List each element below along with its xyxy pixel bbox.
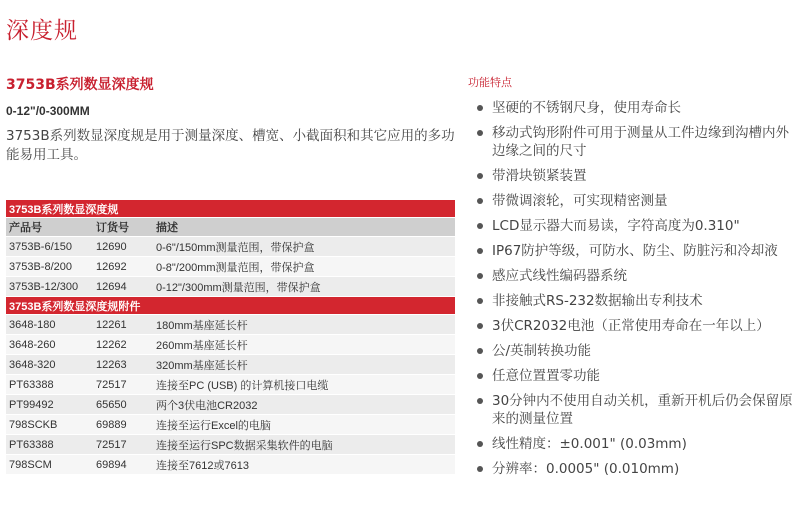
feature-text: 感应式线性编码器系统 <box>492 268 627 284</box>
feature-text: LCD显示器大而易读，字符高度为0.310" <box>492 218 740 234</box>
cell-product-no: 3753B-8/200 <box>6 257 93 277</box>
column-description: 描述 <box>153 218 455 237</box>
cell-product-no: 798SCKB <box>6 415 93 435</box>
column-product-no: 产品号 <box>6 218 93 237</box>
table-row <box>6 315 455 335</box>
feature-text: 线性精度：±0.001" (0.03mm) <box>492 436 687 452</box>
feature-item <box>468 192 794 210</box>
bullet-icon <box>477 298 483 304</box>
cell-order-no: 12692 <box>93 257 153 277</box>
feature-item <box>468 435 794 453</box>
cell-order-no: 12261 <box>93 315 153 335</box>
cell-order-no: 12262 <box>93 335 153 355</box>
bullet-icon <box>477 441 483 447</box>
feature-text: 分辨率：0.0005" (0.010mm) <box>492 461 680 477</box>
feature-item <box>468 99 794 117</box>
page-title: 深度规 <box>6 18 78 44</box>
cell-order-no: 12694 <box>93 277 153 297</box>
feature-text: IP67防护等级，可防水、防尘、防脏污和冷却液 <box>492 243 778 259</box>
cell-description: 180mm基座延长杆 <box>153 315 455 335</box>
feature-text: 带滑块锁紧装置 <box>492 168 587 184</box>
cell-product-no: 3753B-12/300 <box>6 277 93 297</box>
cell-description: 连接至运行SPC数据采集软件的电脑 <box>153 435 455 455</box>
cell-description: 两个3伏电池CR2032 <box>153 395 455 415</box>
feature-item <box>468 392 794 428</box>
cell-product-no: PT99492 <box>6 395 93 415</box>
table-section-header <box>6 297 455 315</box>
cell-product-no: 3648-260 <box>6 335 93 355</box>
feature-item <box>468 292 794 310</box>
feature-text: 非接触式RS-232数据输出专利技术 <box>492 293 703 309</box>
bullet-icon <box>477 130 483 136</box>
cell-description: 连接至PC (USB) 的计算机接口电缆 <box>153 375 455 395</box>
bullet-icon <box>477 348 483 354</box>
cell-product-no: 3648-180 <box>6 315 93 335</box>
table-column-header <box>6 218 455 237</box>
table-row <box>6 415 455 435</box>
table-row <box>6 335 455 355</box>
cell-description: 0-12"/300mm测量范围，带保护盒 <box>153 277 455 297</box>
cell-product-no: 3648-320 <box>6 355 93 375</box>
feature-text: 3伏CR2032电池（正常使用寿命在一年以上） <box>492 318 770 334</box>
cell-description: 连接至7612或7613 <box>153 455 455 475</box>
table-row <box>6 277 455 297</box>
cell-order-no: 72517 <box>93 435 153 455</box>
feature-item <box>468 317 794 335</box>
product-heading: 3753B系列数显深度规 <box>6 77 154 93</box>
features-title: 功能特点 <box>468 76 512 89</box>
cell-description: 0-6"/150mm测量范围，带保护盒 <box>153 237 455 257</box>
cell-description: 0-8"/200mm测量范围，带保护盒 <box>153 257 455 277</box>
feature-text: 坚硬的不锈钢尺身，使用寿命长 <box>492 100 681 116</box>
spec-table <box>6 200 455 475</box>
bullet-icon <box>477 248 483 254</box>
feature-item <box>468 242 794 260</box>
feature-text: 公/英制转换功能 <box>492 343 592 359</box>
features-list <box>468 99 794 478</box>
table-row <box>6 375 455 395</box>
measuring-range: 0-12"/0-300MM <box>6 104 90 118</box>
cell-description: 连接至运行Excel的电脑 <box>153 415 455 435</box>
table-row <box>6 395 455 415</box>
product-intro <box>6 74 458 165</box>
feature-text: 任意位置置零功能 <box>492 368 600 384</box>
bullet-icon <box>477 223 483 229</box>
cell-product-no: PT63388 <box>6 435 93 455</box>
cell-product-no: PT63388 <box>6 375 93 395</box>
feature-item <box>468 167 794 185</box>
feature-text: 带微调滚轮，可实现精密测量 <box>492 193 668 209</box>
table-row <box>6 435 455 455</box>
cell-order-no: 65650 <box>93 395 153 415</box>
bullet-icon <box>477 198 483 204</box>
bullet-icon <box>477 323 483 329</box>
feature-item <box>468 367 794 385</box>
table-row <box>6 355 455 375</box>
cell-order-no: 72517 <box>93 375 153 395</box>
feature-text: 30分钟内不使用自动关机，重新开机后仍会保留原来的测量位置 <box>492 393 793 427</box>
product-description: 3753B系列数显深度规是用于测量深度、槽宽、小截面积和其它应用的多功能易用工具。 <box>6 128 455 163</box>
bullet-icon <box>477 273 483 279</box>
feature-item <box>468 124 794 160</box>
features-panel <box>468 74 794 485</box>
cell-order-no: 69889 <box>93 415 153 435</box>
bullet-icon <box>477 373 483 379</box>
feature-item <box>468 267 794 285</box>
table-row <box>6 257 455 277</box>
cell-order-no: 12690 <box>93 237 153 257</box>
cell-product-no: 3753B-6/150 <box>6 237 93 257</box>
feature-item <box>468 460 794 478</box>
table-row <box>6 455 455 475</box>
table-section-header <box>6 200 455 218</box>
section-title: 3753B系列数显深度规附件 <box>6 297 455 315</box>
feature-item <box>468 342 794 360</box>
feature-text: 移动式钩形附件可用于测量从工件边缘到沟槽内外边缘之间的尺寸 <box>492 125 789 159</box>
cell-order-no: 12263 <box>93 355 153 375</box>
section-title: 3753B系列数显深度规 <box>6 200 455 218</box>
cell-product-no: 798SCM <box>6 455 93 475</box>
table-row <box>6 237 455 257</box>
cell-order-no: 69894 <box>93 455 153 475</box>
bullet-icon <box>477 173 483 179</box>
cell-description: 260mm基座延长杆 <box>153 335 455 355</box>
cell-description: 320mm基座延长杆 <box>153 355 455 375</box>
bullet-icon <box>477 105 483 111</box>
feature-item <box>468 217 794 235</box>
bullet-icon <box>477 466 483 472</box>
column-order-no: 订货号 <box>93 218 153 237</box>
bullet-icon <box>477 398 483 404</box>
